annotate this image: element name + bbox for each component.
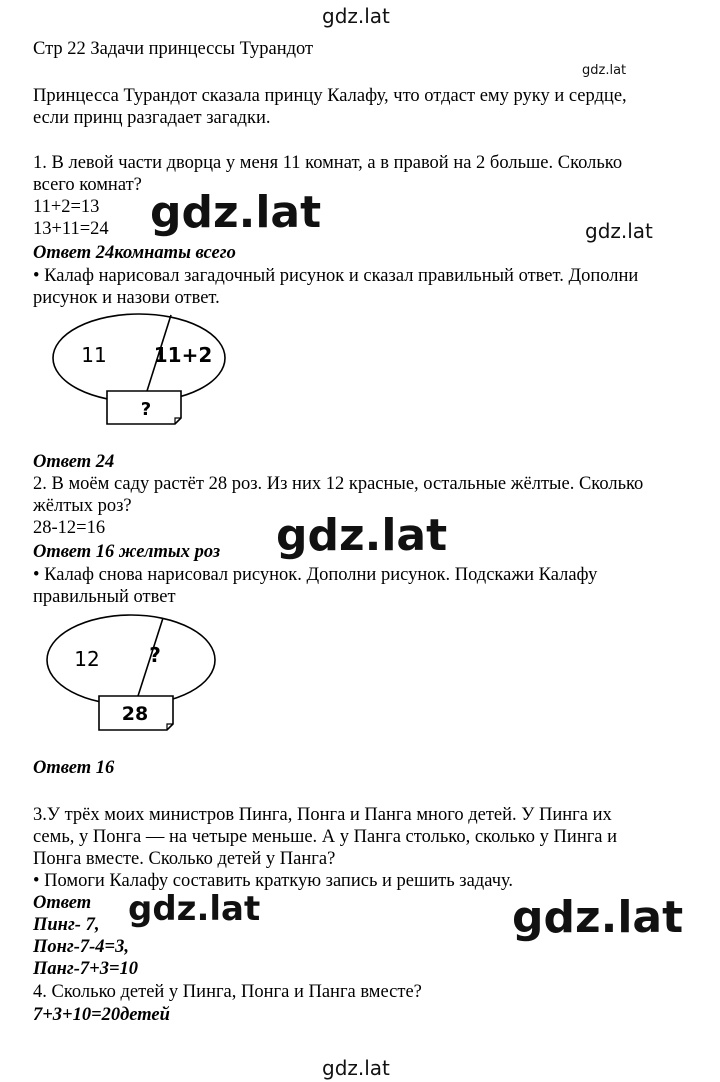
task1-question: 1. В левой части дворца у меня 11 комнат, а в правой на 2 больше. Сколько — [33, 153, 623, 173]
task1-answer: Ответ 24комнаты всего — [33, 243, 236, 263]
task3-bullet: • Помоги Калафу составить краткую запись и решить задачу. — [33, 871, 514, 891]
watermark: gdz.lat — [276, 510, 448, 561]
task3-answer-line: Понг-7-4=3, — [33, 937, 129, 957]
task2-figure — [35, 610, 235, 750]
task2-bullet: • Калаф снова нарисовал рисунок. Дополни рисунок. Подскажи Калафу — [33, 565, 598, 585]
task3-answer-line: Ответ — [33, 893, 92, 913]
task4-question: 4. Сколько детей у Пинга, Понга и Панга вместе? — [33, 982, 422, 1002]
watermark: gdz.lat — [322, 4, 390, 28]
task3-answer-line: Пинг- 7, — [33, 915, 100, 935]
task1-calc: 13+11=24 — [33, 219, 109, 239]
task2-answer2: Ответ 16 — [33, 758, 115, 778]
task3-question: семь, у Понга — на четыре меньше. А у Панга столько, сколько у Пинга и — [33, 827, 618, 847]
task1-bullet: рисунок и назови ответ. — [33, 288, 220, 308]
figure-box-value: ? — [140, 399, 152, 420]
figure-box-value: 28 — [121, 703, 149, 725]
task2-calc: 28-12=16 — [33, 518, 106, 538]
task1-figure — [40, 308, 240, 448]
figure-oval — [47, 615, 215, 705]
task2-question: 2. В моём саду растёт 28 роз. Из них 12 красные, остальные жёлтые. Сколько — [33, 474, 644, 494]
intro-line: если принц разгадает загадки. — [33, 108, 271, 128]
figure-right-value: ? — [149, 643, 161, 667]
figure-left-value: 11 — [81, 343, 107, 367]
watermark: gdz.lat — [322, 1056, 390, 1080]
figure-right-value: 11+2 — [153, 343, 213, 367]
task1-answer2: Ответ 24 — [33, 452, 115, 472]
task2-bullet: правильный ответ — [33, 587, 176, 607]
page-title: Стр 22 Задачи принцессы Турандот — [33, 39, 314, 59]
task1-bullet: • Калаф нарисовал загадочный рисунок и сказал правильный ответ. Дополни — [33, 266, 639, 286]
task1-calc: 11+2=13 — [33, 197, 100, 217]
watermark: gdz.lat — [150, 187, 322, 238]
task3-answer-line: Панг-7+3=10 — [33, 959, 138, 979]
task2-question: жёлтых роз? — [33, 496, 132, 516]
task4-answer: 7+3+10=20детей — [33, 1005, 170, 1025]
watermark: gdz.lat — [128, 889, 261, 929]
task1-question: всего комнат? — [33, 175, 142, 195]
watermark: gdz.lat — [582, 63, 627, 78]
task3-question: Понга вместе. Сколько детей у Панга? — [33, 849, 336, 869]
watermark: gdz.lat — [512, 892, 684, 943]
intro-line: Принцесса Турандот сказала принцу Калафу, что отдаст ему руку и сердце, — [33, 86, 627, 106]
task2-answer: Ответ 16 желтых роз — [33, 542, 221, 562]
watermark: gdz.lat — [585, 219, 653, 243]
task3-question: 3.У трёх моих министров Пинга, Понга и Панга много детей. У Пинга их — [33, 805, 612, 825]
figure-left-value: 12 — [74, 647, 100, 671]
